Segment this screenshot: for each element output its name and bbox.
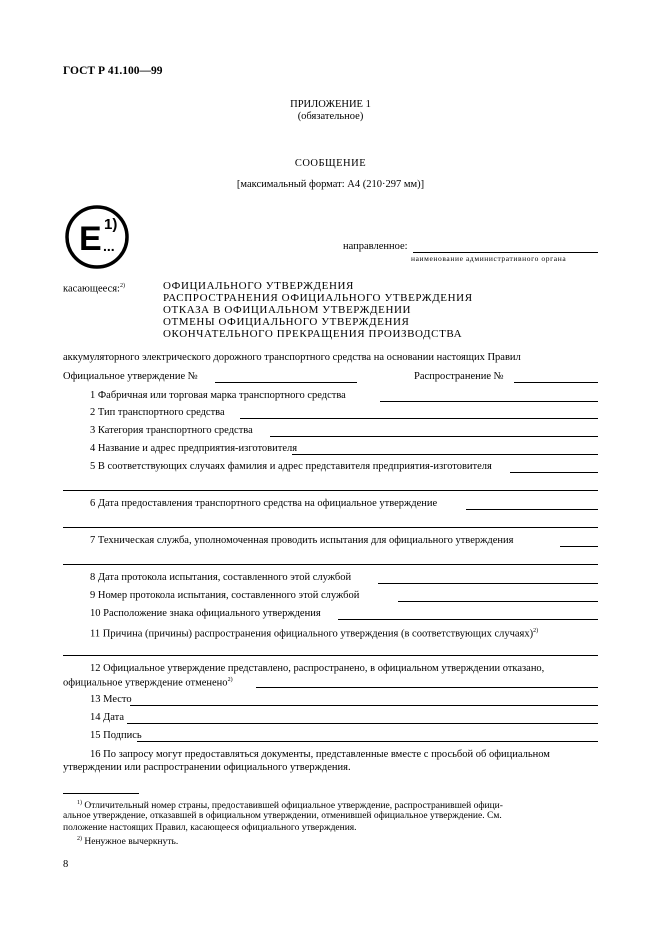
item-12-label-continued: официальное утверждение отменено$^{2)}$	[63, 677, 233, 689]
item-3-field[interactable]	[270, 436, 598, 437]
item-3-label: 3 Категория транспортного средства	[90, 425, 253, 436]
item-2-label: 2 Тип транспортного средства	[90, 407, 225, 418]
issued-by-field[interactable]	[413, 252, 598, 253]
mark-letter: E	[79, 220, 102, 258]
item-4-field[interactable]	[292, 454, 598, 455]
item-13-field[interactable]	[130, 705, 598, 706]
concerning-option-discontinued: ОКОНЧАТЕЛЬНОГО ПРЕКРАЩЕНИЯ ПРОИЗВОДСТВА	[163, 328, 463, 340]
footnote-divider	[63, 793, 139, 794]
item-5-field[interactable]	[510, 472, 598, 473]
item-1-label: 1 Фабричная или торговая марка транспортного средства	[90, 390, 346, 401]
item-15-label: 15 Подпись	[90, 730, 142, 741]
item-8-label: 8 Дата протокола испытания, составленного этой службой	[90, 572, 352, 583]
item-11-label: 11 Причина (причины) распространения официального утверждения (в соответствующих случаях)$^{2)}$	[90, 628, 539, 640]
item-6-field[interactable]	[466, 509, 598, 510]
page-number: 8	[63, 859, 69, 870]
item-13-label: 13 Место	[90, 694, 132, 705]
concerning-option-approval: ОФИЦИАЛЬНОГО УТВЕРЖДЕНИЯ	[163, 280, 354, 292]
footnote-2: $^{2)}$ Ненужное вычеркнуть.	[77, 836, 179, 848]
item-8-field[interactable]	[378, 583, 598, 584]
footnote-1-line-3: положение настоящих Правил, касающееся официального утверждения.	[63, 823, 357, 833]
extension-no-label: Распространение №	[414, 371, 504, 382]
concerning-option-extension: РАСПРОСТРАНЕНИЯ ОФИЦИАЛЬНОГО УТВЕРЖДЕНИЯ	[163, 292, 473, 304]
item-5-field-continued[interactable]	[63, 490, 598, 491]
item-14-label: 14 Дата	[90, 712, 125, 723]
item-10-label: 10 Расположение знака официального утверждения	[90, 608, 321, 619]
concerning-option-withdrawal: ОТМЕНЫ ОФИЦИАЛЬНОГО УТВЕРЖДЕНИЯ	[163, 316, 410, 328]
item-12-field[interactable]	[256, 687, 598, 688]
appendix-title: ПРИЛОЖЕНИЕ 1	[290, 99, 371, 110]
item-1-field[interactable]	[380, 401, 598, 402]
item-16-label-continued: утверждении или распространении официального утверждения.	[63, 762, 351, 773]
item-6-label: 6 Дата предоставления транспортного средства на официальное утверждение	[90, 498, 438, 509]
item-12-label: 12 Официальное утверждение представлено, распространено, в официальном утверждении отказано,	[90, 663, 545, 674]
approval-no-label: Официальное утверждение №	[63, 371, 198, 382]
item-10-field[interactable]	[338, 619, 598, 620]
subject-text: аккумуляторного электрического дорожного транспортного средства на основании настоящих Правил	[63, 352, 521, 363]
item-5-label: 5 В соответствующих случаях фамилия и адрес представителя предприятия-изготовителя	[90, 461, 492, 472]
issued-by-label: направленное:	[343, 241, 408, 252]
approval-mark-icon	[63, 204, 133, 270]
item-9-label: 9 Номер протокола испытания, составленного этой службой	[90, 590, 360, 601]
footnote-1-line-2: альное утверждение, отказавшей в официальном утверждении, отменившей официальное утверждение. См.	[63, 811, 502, 821]
item-7-label: 7 Техническая служба, уполномоченная проводить испытания для официального утверждения	[90, 535, 514, 546]
mark-superscript: 1)	[104, 216, 118, 233]
item-16-label: 16 По запросу могут предоставляться документы, представленные вместе с просьбой об официальном	[90, 749, 550, 760]
extension-no-field[interactable]	[514, 382, 598, 383]
item-4-label: 4 Название и адрес предприятия-изготовителя	[90, 443, 298, 454]
document-code: ГОСТ Р 41.100—99	[63, 65, 163, 77]
item-14-field[interactable]	[127, 723, 598, 724]
item-2-field[interactable]	[240, 418, 598, 419]
concerning-label: касающееся:$^{2)}$	[63, 283, 125, 295]
communication-title: СООБЩЕНИЕ	[294, 158, 367, 169]
appendix-subtitle: (обязательное)	[297, 111, 364, 122]
issued-by-caption: наименование административного органа	[411, 254, 567, 263]
item-15-field[interactable]	[137, 741, 598, 742]
item-9-field[interactable]	[398, 601, 598, 602]
item-7-field[interactable]	[560, 546, 598, 547]
concerning-option-refusal: ОТКАЗА В ОФИЦИАЛЬНОМ УТВЕРЖДЕНИИ	[163, 304, 412, 316]
approval-no-field[interactable]	[215, 382, 357, 383]
mark-dots: ...	[103, 238, 115, 254]
item-7-field-continued[interactable]	[63, 564, 598, 565]
item-11-field[interactable]	[63, 655, 598, 656]
format-note: [максимальный формат: А4 (210·297 мм)]	[236, 179, 425, 190]
footnote-1: $^{1)}$ Отличительный номер страны, предоставившей официальное утверждение, распространившей офици-	[77, 800, 503, 812]
item-6-field-continued[interactable]	[63, 527, 598, 528]
